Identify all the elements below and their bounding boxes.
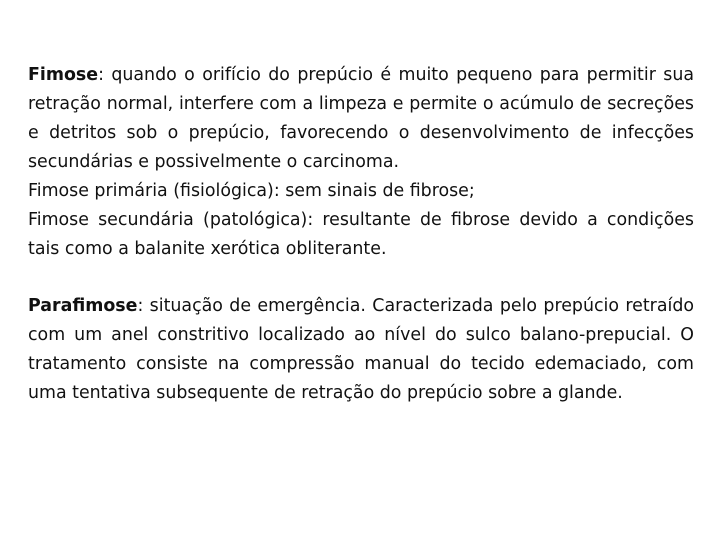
paragraph-spacer <box>28 264 694 292</box>
fimose-definition: : quando o orifício do prepúcio é muito pequeno para permitir sua retração normal, interfere com a limpeza e permite o acúmulo de secreções e detritos sob o prepúcio, favorecendo o desenvolvimento de infecções secundárias e possivelmente o carcinoma. <box>28 65 694 172</box>
fimose-paragraph <box>28 61 694 177</box>
parafimose-definition: : situação de emergência. Caracterizada pelo prepúcio retraído com um anel constritivo localizado ao nível do sulco balano-prepucial. O tratamento consiste na compressão manual do tecido edemaciado, com uma tentativa subsequente de retração do prepúcio sobre a glande. <box>28 296 694 403</box>
parafimose-term: Parafimose <box>28 296 138 316</box>
fimose-term: Fimose <box>28 65 99 85</box>
fimose-primaria-line: Fimose primária (fisiológica): sem sinais de fibrose; <box>28 181 475 201</box>
parafimose-paragraph <box>28 292 694 408</box>
fimose-secundaria-paragraph: Fimose secundária (patológica): resultante de fibrose devido a condições tais como a balanite xerótica obliterante. <box>28 210 694 259</box>
slide-body <box>28 61 694 408</box>
